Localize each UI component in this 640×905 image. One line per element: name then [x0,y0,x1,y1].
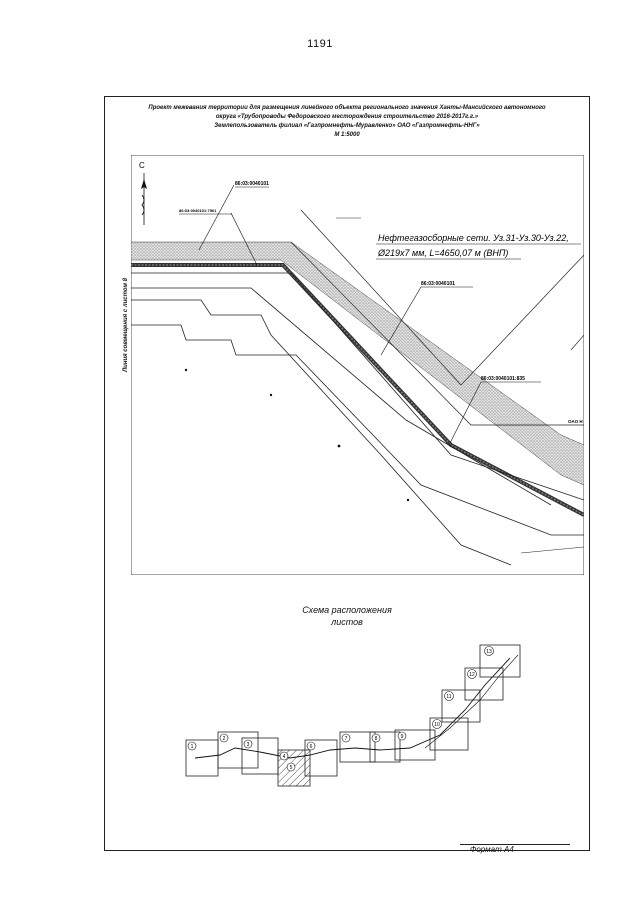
side-label [111,250,129,400]
sheet-number: 1 [190,744,194,750]
survey-point [185,369,187,371]
title-line-2: округа «Трубопроводы Федоровского месторождения строительство 2016-2017г.г.» [215,114,479,120]
sheet-number: 6 [309,744,313,750]
title-scale: М 1:5000 [334,132,360,138]
edge-label: ОАО Н [568,419,583,424]
sheet-layout-scheme [180,640,525,835]
title-block [108,104,586,140]
survey-point [270,394,272,396]
side-label-text: Линия совмещения с листом 8 [123,278,129,372]
parcel-label-1: 86:03:0040101 [235,181,269,187]
parcel-label-4: 86:03:0040101:835 [481,376,525,382]
pipeline-label-line-2: Ø219х7 мм, L=4650,07 м (ВНП) [378,248,509,258]
sheet-number: 4 [282,754,286,760]
sheet-number: 8 [374,736,378,742]
page-number: 1191 [307,38,333,50]
title-line-3: Землепользователь филиал «Газпромнефть-Муравленко» ОАО «Газпромнефть-ННГ» [214,123,480,129]
pipeline-label-line-1: Нефтегазосборные сети. Уз.31-Уз.30-Уз.22, [378,233,569,243]
format-label: Формат А4 [470,845,514,854]
survey-point [338,445,341,448]
scheme-title [104,604,590,628]
sheet-number: 13 [486,649,492,655]
scheme-title-line-2: листов [331,617,363,627]
north-label: С [139,161,145,170]
sheet-number: 2 [222,736,226,742]
sheet-number: 9 [400,734,404,740]
sheet-number: 5 [289,765,293,771]
map-drawing [131,155,584,575]
sheet-number: 3 [246,742,250,748]
sheet-number: 10 [434,722,440,728]
sheet-number: 12 [469,672,475,678]
parcel-label-3: 86:03:0040101 [421,281,455,287]
title-line-1: Проект межевания территории для размещения линейного объекта регионального значения Ханты-Мансийского автономного [148,105,546,111]
survey-point [407,499,409,501]
sheet-number: 11 [446,694,452,700]
scheme-title-line-1: Схема расположения [302,605,392,615]
parcel-label-2: 86:03:0040101:7561 [179,208,217,213]
sheet-number: 7 [344,736,348,742]
